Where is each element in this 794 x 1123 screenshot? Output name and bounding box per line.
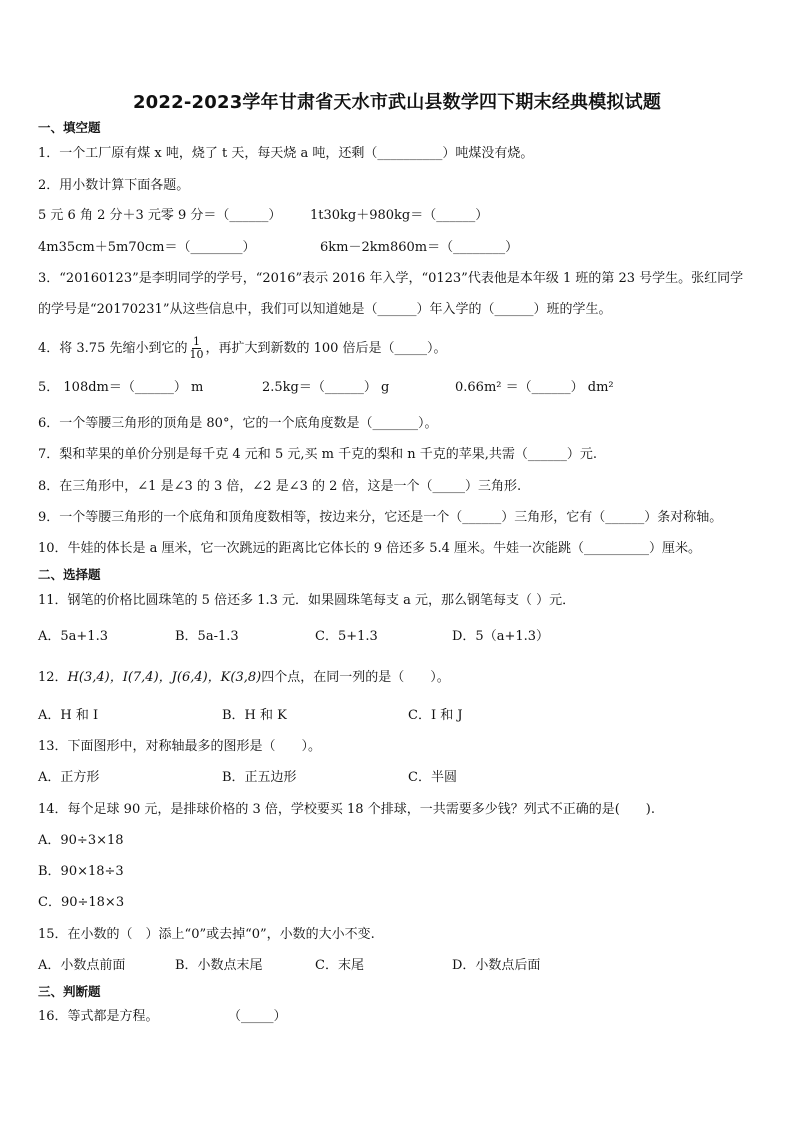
- question-5-part-b: 2.5kg＝（______） g: [262, 380, 390, 395]
- question-16-stem: 16．等式都是方程。: [38, 1009, 159, 1024]
- section-heading-fill: 一、填空题: [38, 120, 101, 135]
- page-title: 2022-2023学年甘肃省天水市武山县数学四下期末经典模拟试题: [132, 92, 662, 113]
- question-14-option-c: C．90÷18×3: [38, 895, 125, 910]
- question-12-number: 12．: [38, 670, 68, 685]
- section-heading-judge: 三、判断题: [38, 984, 101, 999]
- question-2-stem: 2．用小数计算下面各题。: [38, 178, 190, 193]
- question-6: 6．一个等腰三角形的顶角是 80°，它的一个底角度数是（_______）。: [38, 416, 438, 431]
- question-12-option-c: C．I 和 J: [408, 708, 463, 723]
- question-15-option-d: D．小数点后面: [452, 958, 541, 973]
- question-11-option-c: C．5+1.3: [315, 629, 378, 644]
- question-15-option-b: B．小数点末尾: [175, 958, 263, 973]
- question-13-option-a: A．正方形: [38, 770, 100, 785]
- question-13-option-b: B．正五边形: [222, 770, 297, 785]
- question-12-points: H(3,4)，I(7,4)，J(6,4)，K(3,8): [67, 670, 262, 685]
- question-4: [38, 336, 447, 361]
- question-2-part-b: 1t30kg＋980kg＝（______）: [310, 208, 489, 223]
- question-2-part-d: 6km－2km860m＝（________）: [320, 240, 519, 255]
- question-3-line-1: 3．“20160123”是李明同学的学号，“2016”表示 2016 年入学，“0123”代表他是本年级 1 班的第 23 号学生。张红同学: [38, 271, 744, 286]
- question-13-stem: 13．下面图形中，对称轴最多的图形是（ ）。: [38, 739, 322, 754]
- fraction-numerator: 1: [192, 335, 200, 348]
- question-15-stem: 15．在小数的（ ）添上“0”或去掉“0”，小数的大小不变.: [38, 927, 375, 942]
- question-2-part-c: 4m35cm＋5m70cm＝（________）: [38, 240, 256, 255]
- question-11-option-b: B．5a-1.3: [175, 629, 239, 644]
- question-14-stem: 14．每个足球 90 元，是排球价格的 3 倍，学校要买 18 个排球，一共需要多少钱？列式不正确的是( ).: [38, 802, 655, 817]
- question-3-line-2: 的学号是“20170231”从这些信息中，我们可以知道她是（______）年入学的（______）班的学生。: [38, 302, 612, 317]
- question-5-part-c: 0.66m² ＝（______） dm²: [455, 380, 614, 395]
- question-14-option-b: B．90×18÷3: [38, 864, 124, 879]
- fraction-denominator: 10: [189, 348, 204, 361]
- question-5-part-a: 5． 108dm＝（______） m: [38, 380, 204, 395]
- question-4-text-after: ，再扩大到新数的 100 倍后是（_____）。: [205, 341, 447, 356]
- question-12-text: 四个点，在同一列的是（ ）。: [261, 670, 450, 685]
- question-1: 1．一个工厂原有煤 x 吨，烧了 t 天，每天烧 a 吨，还剩（__________）吨煤没有烧。: [38, 146, 534, 161]
- question-14-option-a: A．90÷3×18: [38, 833, 124, 848]
- question-13-option-c: C．半圆: [408, 770, 457, 785]
- question-12-option-b: B．H 和 K: [222, 708, 287, 723]
- question-7: 7．梨和苹果的单价分别是每千克 4 元和 5 元,买 m 千克的梨和 n 千克的苹果,共需（______）元.: [38, 447, 597, 462]
- fraction: [188, 336, 204, 361]
- question-12-option-a: A．H 和 I: [38, 708, 99, 723]
- question-12-stem: [38, 670, 450, 686]
- question-11-option-a: A．5a+1.3: [38, 629, 108, 644]
- question-9: 9．一个等腰三角形的一个底角和顶角度数相等，按边来分，它还是一个（______）三角形，它有（______）条对称轴。: [38, 510, 723, 525]
- question-8: 8．在三角形中，∠1 是∠3 的 3 倍，∠2 是∠3 的 2 倍，这是一个（_____）三角形.: [38, 479, 522, 494]
- question-15-option-a: A．小数点前面: [38, 958, 126, 973]
- section-heading-choice: 二、选择题: [38, 567, 101, 582]
- question-11-stem: 11．钢笔的价格比圆珠笔的 5 倍还多 1.3 元．如果圆珠笔每支 a 元，那么钢笔每支（ ）元．: [38, 593, 576, 608]
- question-15-option-c: C．末尾: [315, 958, 364, 973]
- question-4-text-before: 4．将 3.75 先缩小到它的: [38, 341, 188, 356]
- question-2-part-a: 5 元 6 角 2 分＋3 元零 9 分＝（______）: [38, 208, 282, 223]
- question-16-blank: （_____）: [228, 1009, 287, 1024]
- question-11-option-d: D．5（a+1.3）: [452, 629, 550, 644]
- question-10: 10．牛娃的体长是 a 厘米，它一次跳远的距离比它体长的 9 倍还多 5.4 厘米。牛娃一次能跳（__________）厘米。: [38, 541, 702, 556]
